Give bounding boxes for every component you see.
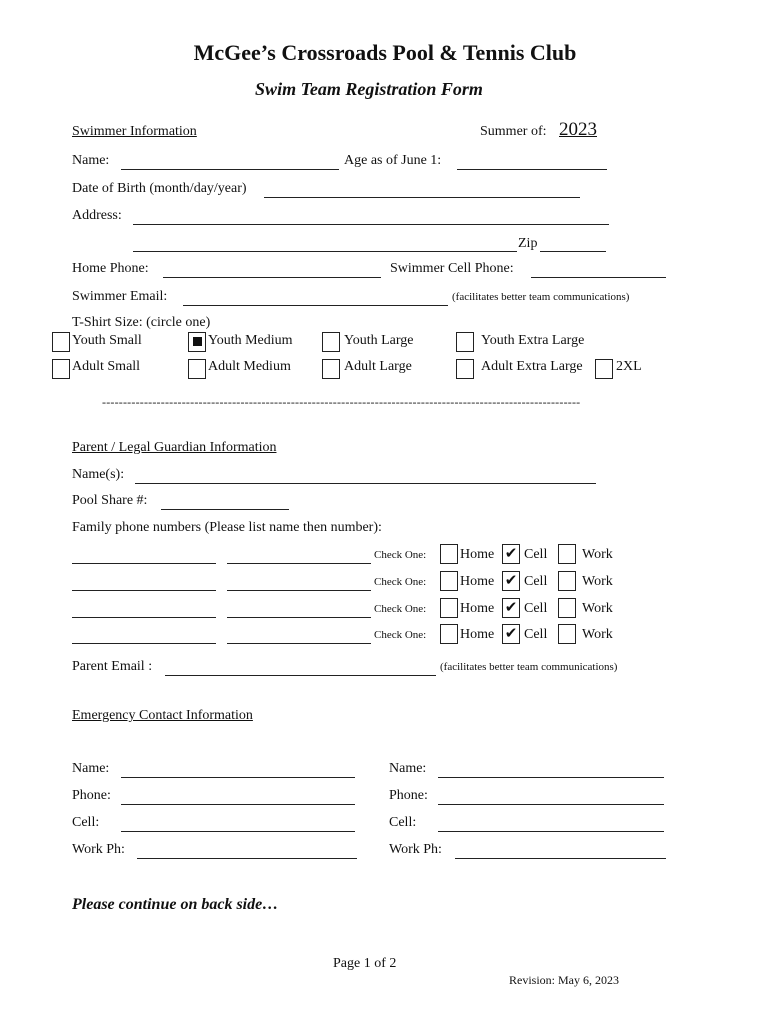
tshirt-checkbox-adult-small[interactable] — [52, 359, 70, 379]
emergency-phone-label: Phone: — [72, 788, 111, 803]
emergency-cell-label: Cell: — [389, 815, 417, 830]
emergency-name-label: Name: — [72, 761, 110, 776]
emergency-name-label: Name: — [389, 761, 427, 776]
cell-checkbox[interactable]: ✔ — [502, 598, 520, 618]
tshirt-option-label: Adult Large — [344, 359, 412, 374]
cell-label: Cell — [524, 547, 548, 562]
tshirt-label: T-Shirt Size: (circle one) — [72, 315, 211, 330]
dob-label: Date of Birth (month/day/year) — [72, 181, 247, 196]
cell-phone-label: Swimmer Cell Phone: — [390, 261, 514, 276]
work-label: Work — [582, 574, 613, 589]
home-checkbox[interactable] — [440, 624, 458, 644]
parent-names-label: Name(s): — [72, 467, 125, 482]
phone-name-field[interactable] — [72, 616, 216, 618]
phone-number-field[interactable] — [227, 642, 371, 644]
swimmer-email-label: Swimmer Email: — [72, 289, 168, 304]
work-checkbox[interactable] — [558, 598, 576, 618]
check-one-label: Check One: — [374, 603, 427, 615]
emergency-cell-field-1[interactable] — [121, 830, 355, 832]
cell-label: Cell — [524, 601, 548, 616]
home-checkbox[interactable] — [440, 571, 458, 591]
home-checkbox[interactable] — [440, 598, 458, 618]
check-one-label: Check One: — [374, 549, 427, 561]
cell-checkbox[interactable]: ✔ — [502, 624, 520, 644]
home-label: Home — [460, 547, 495, 562]
parent-email-field[interactable] — [165, 674, 436, 676]
home-label: Home — [460, 574, 495, 589]
emergency-cell-field-2[interactable] — [438, 830, 664, 832]
work-label: Work — [582, 547, 613, 562]
check-one-label: Check One: — [374, 629, 427, 641]
tshirt-checkbox-youth-medium[interactable] — [188, 332, 206, 352]
swimmer-email-note: (facilitates better team communications) — [452, 291, 630, 303]
cell-label: Cell — [524, 574, 548, 589]
parent-section-title: Parent / Legal Guardian Information — [72, 440, 277, 455]
tshirt-option-label: 2XL — [616, 359, 642, 374]
home-phone-field[interactable] — [163, 276, 381, 278]
address-line-2[interactable] — [133, 250, 517, 252]
pool-share-label: Pool Share #: — [72, 493, 148, 508]
revision-date: Revision: May 6, 2023 — [509, 973, 619, 987]
cell-checkbox[interactable]: ✔ — [502, 544, 520, 564]
work-label: Work — [582, 601, 613, 616]
cell-checkbox[interactable]: ✔ — [502, 571, 520, 591]
swimmer-email-field[interactable] — [183, 304, 448, 306]
home-label: Home — [460, 601, 495, 616]
tshirt-checkbox-adult-xl[interactable] — [456, 359, 474, 379]
home-checkbox[interactable] — [440, 544, 458, 564]
tshirt-option-label: Youth Medium — [208, 333, 293, 348]
home-label: Home — [460, 627, 495, 642]
continue-note: Please continue on back side… — [72, 896, 279, 913]
age-label: Age as of June 1: — [344, 153, 442, 168]
work-checkbox[interactable] — [558, 544, 576, 564]
pool-share-field[interactable] — [161, 508, 289, 510]
check-one-label: Check One: — [374, 576, 427, 588]
zip-label: Zip — [518, 236, 538, 251]
tshirt-checkbox-youth-large[interactable] — [322, 332, 340, 352]
emergency-work-field-2[interactable] — [455, 857, 666, 859]
phone-name-field[interactable] — [72, 642, 216, 644]
emergency-work-label: Work Ph: — [72, 842, 125, 857]
tshirt-checkbox-youth-xl[interactable] — [456, 332, 474, 352]
summer-year[interactable]: 2023 — [559, 119, 597, 140]
emergency-work-field-1[interactable] — [137, 857, 357, 859]
work-checkbox[interactable] — [558, 571, 576, 591]
parent-email-note: (facilitates better team communications) — [440, 661, 618, 673]
section-divider: ------------------------------------------------------------------------------------------------------------------ — [102, 395, 581, 409]
form-title: McGee’s Crossroads Pool & Tennis Club — [193, 40, 577, 65]
tshirt-option-label: Adult Medium — [208, 359, 291, 374]
emergency-section-title: Emergency Contact Information — [72, 708, 253, 723]
tshirt-checkbox-youth-small[interactable] — [52, 332, 70, 352]
name-label: Name: — [72, 153, 110, 168]
age-field[interactable] — [457, 168, 607, 170]
page-number: Page 1 of 2 — [333, 956, 397, 971]
parent-email-label: Parent Email : — [72, 659, 153, 674]
phone-name-field[interactable] — [72, 562, 216, 564]
address-line-1[interactable] — [133, 223, 609, 225]
tshirt-option-label: Youth Small — [72, 333, 142, 348]
selected-mark — [193, 337, 202, 346]
dob-field[interactable] — [264, 196, 580, 198]
cell-phone-field[interactable] — [531, 276, 666, 278]
tshirt-checkbox-2xl[interactable] — [595, 359, 613, 379]
zip-field[interactable] — [540, 250, 606, 252]
emergency-work-label: Work Ph: — [389, 842, 442, 857]
phone-name-field[interactable] — [72, 589, 216, 591]
tshirt-option-label: Adult Small — [72, 359, 141, 374]
phone-number-field[interactable] — [227, 616, 371, 618]
phone-number-field[interactable] — [227, 589, 371, 591]
swimmer-section-title: Swimmer Information — [72, 124, 197, 139]
tshirt-option-label: Adult Extra Large — [481, 359, 583, 374]
tshirt-option-label: Youth Extra Large — [481, 333, 585, 348]
emergency-name-field-1[interactable] — [121, 776, 355, 778]
work-label: Work — [582, 627, 613, 642]
form-subtitle: Swim Team Registration Form — [255, 79, 483, 99]
tshirt-checkbox-adult-medium[interactable] — [188, 359, 206, 379]
phone-number-field[interactable] — [227, 562, 371, 564]
emergency-cell-label: Cell: — [72, 815, 100, 830]
cell-label: Cell — [524, 627, 548, 642]
emergency-name-field-2[interactable] — [438, 776, 664, 778]
emergency-phone-field-2[interactable] — [438, 803, 664, 805]
name-field[interactable] — [121, 168, 339, 170]
summer-label: Summer of: — [480, 124, 547, 139]
emergency-phone-label: Phone: — [389, 788, 428, 803]
parent-names-field[interactable] — [135, 482, 596, 484]
address-label: Address: — [72, 208, 122, 223]
home-phone-label: Home Phone: — [72, 261, 149, 276]
family-phones-label: Family phone numbers (Please list name then number): — [72, 520, 382, 535]
work-checkbox[interactable] — [558, 624, 576, 644]
tshirt-option-label: Youth Large — [344, 333, 414, 348]
emergency-phone-field-1[interactable] — [121, 803, 355, 805]
tshirt-checkbox-adult-large[interactable] — [322, 359, 340, 379]
